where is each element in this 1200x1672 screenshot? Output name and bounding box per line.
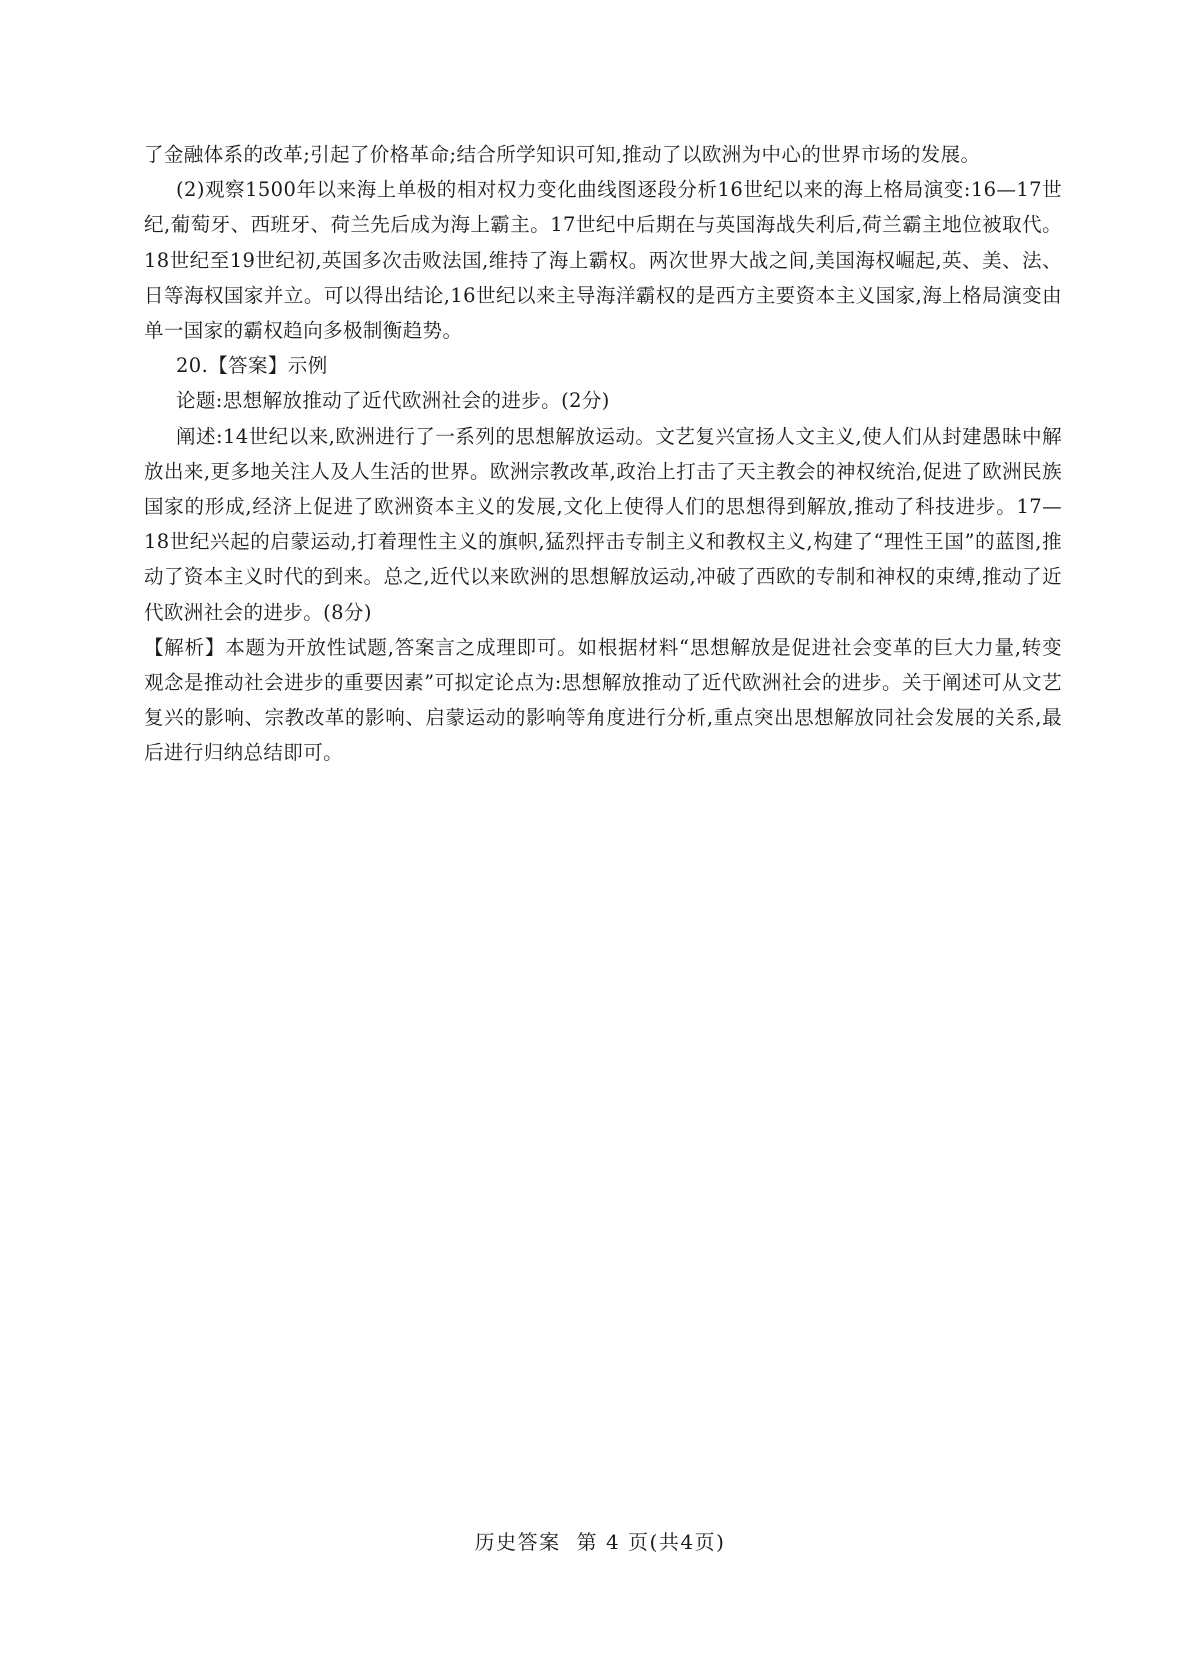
footer-page-number: 第 4 页(共4页) [576,1530,726,1554]
page-footer [0,1528,1200,1556]
answer-body [144,137,1062,771]
thesis-paragraph: 论题:思想解放推动了近代欧洲社会的进步。(2分) [176,389,610,413]
paragraph-continuation: 了金融体系的改革;引起了价格革命;结合所学知识可知,推动了以欧洲为中心的世界市场的发展。 [144,143,981,166]
paragraph-maritime-analysis: (2)观察1500年以来海上单极的相对权力变化曲线图逐段分析16世纪以来的海上格局演变:16—17世纪,葡萄牙、西班牙、荷兰先后成为海上霸主。17世纪中后期在与英国海战失利后,荷兰霸主地位被取代。18世纪至19世纪初,英国多次击败法国,维持了海上霸权。两次世界大战之间,美国海权崛起,英、美、法、日等海权国家并立。可以得出结论,16世纪以来主导海洋霸权的是西方主要资本主义国家,海上格局演变由单一国家的霸权趋向多极制衡趋势。 [144,178,1062,343]
elaboration-paragraph: 阐述:14世纪以来,欧洲进行了一系列的思想解放运动。文艺复兴宣扬人文主义,使人们从封建愚昧中解放出来,更多地关注人及人生活的世界。欧洲宗教改革,政治上打击了天主教会的神权统治,促进了欧洲民族国家的形成,经济上促进了欧洲资本主义的发展,文化上使得人们的思想得到解放,推动了科技进步。17—18世纪兴起的启蒙运动,打着理性主义的旗帜,猛烈抨击专制主义和教权主义,构建了“理性王国”的蓝图,推动了资本主义时代的到来。总之,近代以来欧洲的思想解放运动,冲破了西欧的专制和神权的束缚,推动了近代欧洲社会的进步。(8分) [144,424,1062,624]
question-20-heading: 20.【答案】示例 [176,354,328,378]
explanation-paragraph: 【解析】本题为开放性试题,答案言之成理即可。如根据材料“思想解放是促进社会变革的巨大力量,转变观念是推动社会进步的重要因素”可拟定论点为:思想解放推动了近代欧洲社会的进步。关于阐述可从文艺复兴的影响、宗教改革的影响、启蒙运动的影响等角度进行分析,重点突出思想解放同社会发展的关系,最后进行归纳总结即可。 [144,635,1062,765]
footer-subject: 历史答案 [474,1530,561,1554]
